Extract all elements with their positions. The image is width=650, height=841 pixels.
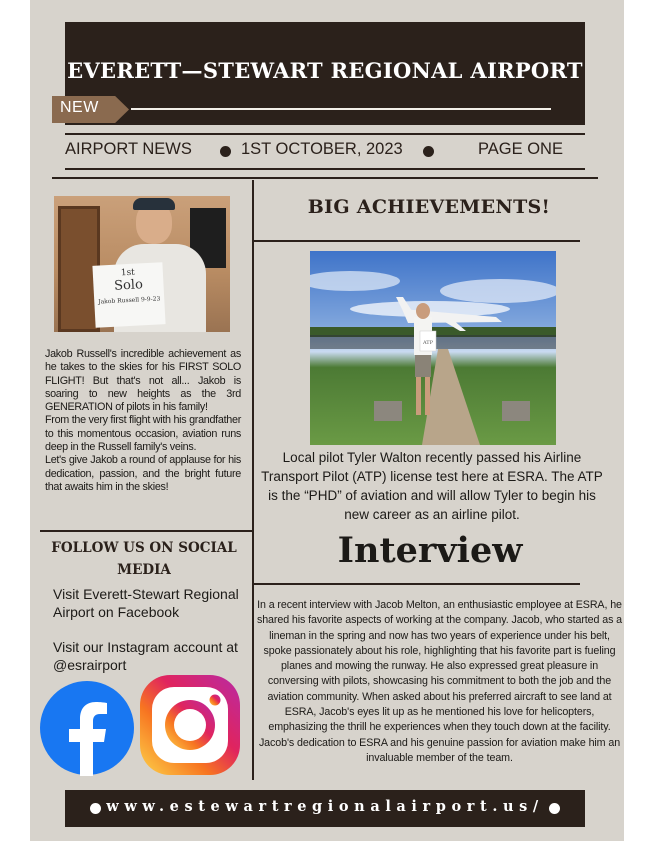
interview-text: In a recent interview with Jacob Melton, an enthusiastic employee at ESRA, he shared his favorite aspects of working at the company. Jacob, who started as a lineman in the spring and now has two years of experience under his belt, spoke passionately about his role, highlighting that his favorite part is fueling planes and mowing the runway. He also expressed great pleasure in conversing with pilots, showcasing his commitment to both the job and the aviation community. When asked about his preferred aircraft to see land at ESRA, Jacob's eyes lit up as he mentioned his love for helicopters, emphasizing the thrill he experiences when they touch down at the facility. Jacob's dedication to ESRA and his genuine passion for aviation make him an invaluable member of the team. xyxy=(256,599,623,764)
tyler-story-text: Local pilot Tyler Walton recently passed his Airline Transport Pilot (ATP) license test here at ESRA. The ATP is the “PHD” of aviation and will allow Tyler to begin his new career as an airline pilot. xyxy=(261,450,603,522)
info-bar xyxy=(65,140,585,164)
info-bar-bottom-rule xyxy=(65,168,585,170)
jakob-paragraph: From the very first flight with his grandfather to this momentous occasion, aviation runs deep in the Russell family's veins. xyxy=(45,414,241,454)
masthead-title: EVERETT—STEWART REGIONAL AIRPORT xyxy=(67,58,583,83)
facebook-icon[interactable] xyxy=(39,680,135,776)
separator-dot xyxy=(220,146,231,157)
interview-heading: Interview xyxy=(337,530,523,571)
instagram-text: Visit our Instagram account at @esrairport xyxy=(53,639,238,673)
follow-us-heading: FOLLOW US ON SOCIAL MEDIA xyxy=(51,540,237,578)
info-bar-top-rule xyxy=(65,133,585,135)
atp-sign-text: ATP xyxy=(422,340,434,346)
new-tag-label: NEW xyxy=(60,99,99,116)
column-divider xyxy=(252,180,254,780)
instagram-icon[interactable] xyxy=(135,670,245,780)
jakob-paragraph: Jakob Russell's incredible achievement as he takes to the skies for his FIRST SOLO FLIGHT! But that's not all... Jakob is soaring to new heights as the 3rd GENERATION of pilots in his family! xyxy=(45,348,241,414)
achievements-rule xyxy=(252,240,580,242)
jakob-paragraph: Let's give Jakob a round of applause for his dedication, passion, and the bright future that awaits him in the skies! xyxy=(45,454,241,493)
jakob-story-text xyxy=(45,348,241,494)
left-column-rule xyxy=(40,530,252,532)
photo-scene xyxy=(310,251,556,445)
facebook-text: Visit Everett-Stewart Regional Airport on Facebook xyxy=(53,586,239,620)
big-achievements-heading: BIG ACHIEVEMENTS! xyxy=(307,196,551,218)
interview-rule xyxy=(252,583,580,585)
separator-dot xyxy=(423,146,434,157)
sign-line-2: Solo xyxy=(113,277,144,294)
masthead-rule xyxy=(131,108,551,110)
footer-dot-right xyxy=(549,803,560,814)
page-label: PAGE ONE xyxy=(478,140,563,158)
issue-date: 1ST OCTOBER, 2023 xyxy=(241,140,403,158)
tyler-atp-photo xyxy=(310,251,556,445)
sign-line-3: Jakob Russell 9-9-23 xyxy=(98,295,161,306)
section-label: AIRPORT NEWS xyxy=(65,140,192,158)
photo-person-cap xyxy=(133,198,175,210)
website-link[interactable]: www.estewartregionalairport.us/ xyxy=(106,798,544,815)
section-rule xyxy=(52,177,598,179)
solo-shirt-sign xyxy=(92,262,165,328)
sign-line-1: 1st xyxy=(120,267,136,279)
jakob-solo-photo xyxy=(54,196,230,332)
